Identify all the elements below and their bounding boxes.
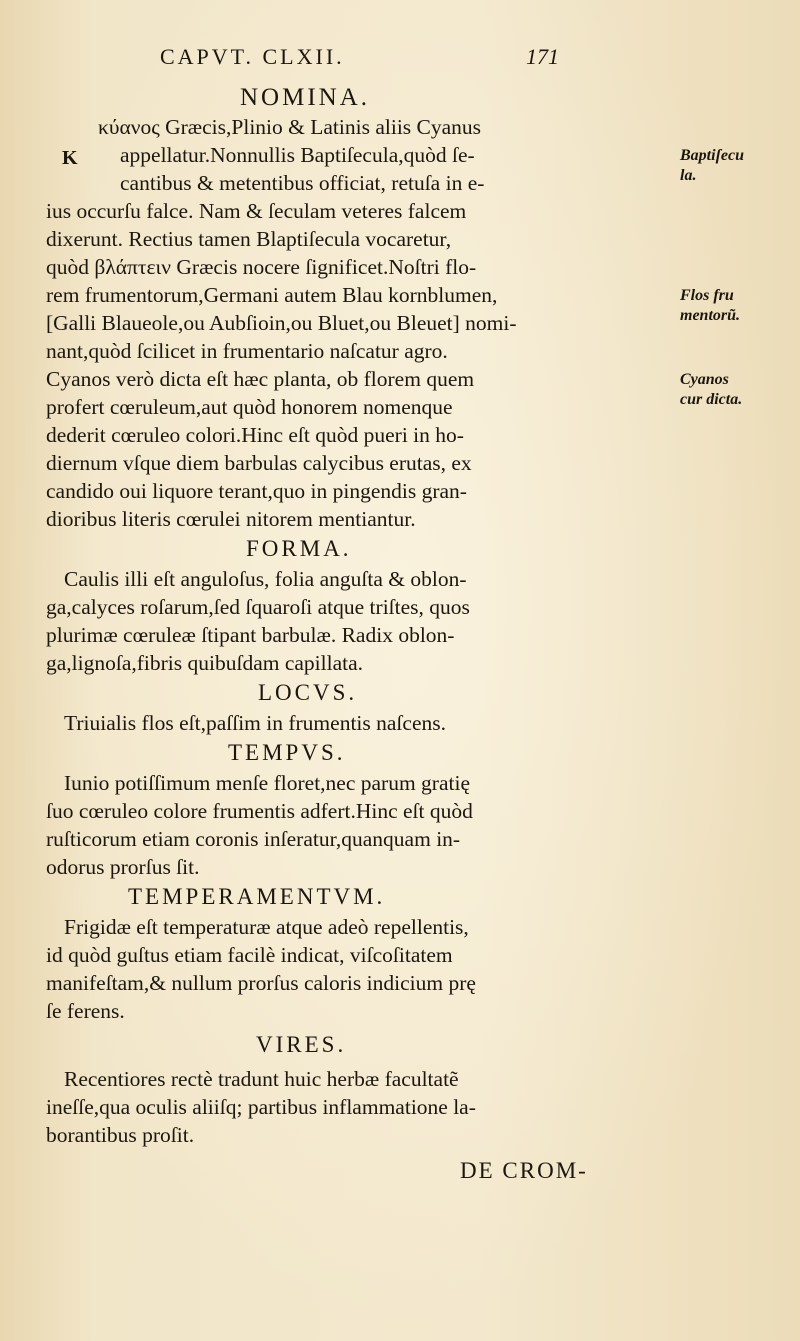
- text-line: Recentiores rectè tradunt huic herbæ facultatẽ: [64, 1067, 459, 1091]
- text-line: Iunio potiſſimum menſe floret,nec parum gratię: [64, 771, 470, 795]
- text-line: Frigidæ eſt temperaturæ atque adeò repellentis,: [64, 915, 469, 939]
- margin-mark: K: [62, 147, 78, 169]
- section-heading-tempus: TEMPVS.: [228, 740, 346, 765]
- text-line: Caulis illi eſt anguloſus, folia anguſta & oblon-: [64, 567, 467, 591]
- section-heading-temperamentum: TEMPERAMENTVM.: [128, 884, 386, 909]
- text-line: ius occurſu falce. Nam & ſeculam veteres falcem: [46, 199, 467, 223]
- text-line: dioribus literis cœrulei nitorem mentiantur.: [46, 507, 416, 531]
- text-line: dederit cœruleo colori.Hinc eſt quòd pueri in ho-: [46, 423, 464, 447]
- text-line: cantibus & metentibus officiat, retuſa in e-: [120, 171, 485, 195]
- text-line: ſuo cœruleo colore frumentis adfert.Hinc eſt quòd: [46, 799, 473, 823]
- text-line: [Galli Blaueole,ou Aubſioin,ou Bluet,ou Bleuet] nomi-: [46, 311, 517, 335]
- text-line: diernum vſque diem barbulas calycibus erutas, ex: [46, 451, 472, 475]
- section-heading-vires: VIRES.: [256, 1032, 347, 1057]
- margin-note-line: Flos fru: [680, 287, 734, 304]
- catchword: DE CROM-: [460, 1158, 588, 1183]
- section-heading-forma: FORMA.: [246, 536, 352, 561]
- text-line: ſe ferens.: [46, 999, 125, 1023]
- margin-note-baptisecula: [680, 146, 744, 186]
- margin-note-flos: [680, 286, 740, 326]
- text-line: dixerunt. Rectius tamen Blaptiſecula vocaretur,: [46, 227, 452, 251]
- margin-note-cyanos: [680, 370, 742, 410]
- text-line: Triuialis flos eſt,paſſim in frumentis naſcens.: [64, 711, 446, 735]
- page-number: 171: [526, 44, 559, 69]
- text-line: candido oui liquore terant,quo in pingendis gran-: [46, 479, 467, 503]
- text-line: odorus prorſus ſit.: [46, 855, 200, 879]
- text-line: ga,lignoſa,fibris quibuſdam capillata.: [46, 651, 364, 675]
- margin-note-line: Cyanos: [680, 371, 729, 388]
- text-line: appellatur.Nonnullis Baptiſecula,quòd ſe-: [120, 143, 475, 167]
- section-heading-locus: LOCVS.: [258, 680, 358, 705]
- text-line: borantibus proſit.: [46, 1123, 195, 1147]
- text-line: plurimæ cœruleæ ſtipant barbulæ. Radix oblon-: [46, 623, 455, 647]
- text-line: κύανος Græcis,Plinio & Latinis aliis Cyanus: [98, 115, 482, 139]
- text-line: ineſſe,qua oculis aliiſq; partibus inflammatione la-: [46, 1095, 476, 1119]
- text-line: nant,quòd ſcilicet in frumentario naſcatur agro.: [46, 339, 448, 363]
- text-line: manifeſtam,& nullum prorſus caloris indicium prę: [46, 971, 476, 995]
- text-line: ga,calyces roſarum,ſed ſquaroſi atque triſtes, quos: [46, 595, 470, 619]
- margin-note-line: mentorũ.: [680, 307, 741, 324]
- text-line: rem frumentorum,Germani autem Blau kornblumen,: [46, 283, 498, 307]
- text-line: id quòd guſtus etiam facilè indicat, viſcoſitatem: [46, 943, 453, 967]
- margin-note-line: cur dicta.: [680, 391, 743, 408]
- section-heading-nomina: NOMINA.: [240, 84, 371, 111]
- text-line: Cyanos verò dicta eſt hæc planta, ob florem quem: [46, 367, 475, 391]
- margin-note-line: Baptiſecu: [680, 147, 744, 164]
- margin-note-line: la.: [680, 167, 697, 184]
- text-line: profert cœruleum,aut quòd honorem nomenque: [46, 395, 453, 419]
- text-line: quòd βλάπτειν Græcis nocere ſignificet.Noſtri flo-: [46, 255, 477, 279]
- running-head: CAPVT. CLXII.: [160, 44, 345, 69]
- text-line: ruſticorum etiam coronis inſeratur,quanquam in-: [46, 827, 461, 851]
